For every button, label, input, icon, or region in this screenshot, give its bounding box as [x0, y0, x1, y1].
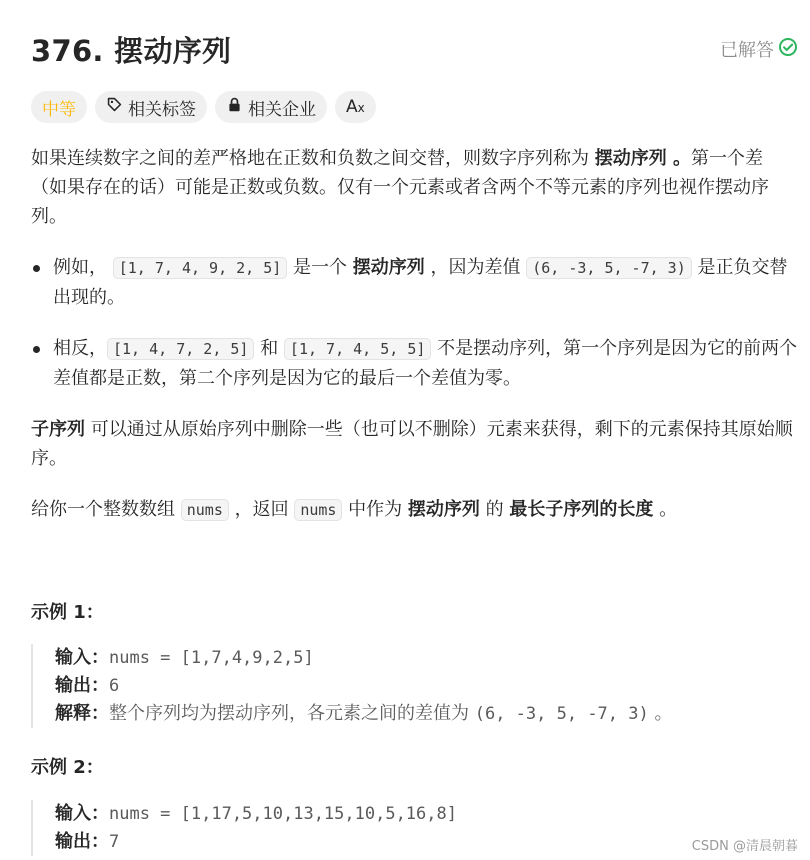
- watermark: CSDN @清晨朝暮: [691, 839, 798, 854]
- condition-list: [31, 253, 798, 393]
- difficulty-badge: 中等: [31, 91, 87, 123]
- title-row: [31, 28, 798, 70]
- tag-icon: [106, 96, 123, 118]
- check-circle-icon: [778, 37, 798, 62]
- lock-icon: [226, 96, 243, 118]
- example-1-block: 输入：nums = [1,7,4,9,2,5] 输出：6 解释：整个序列均为摆动序列，各元素之间的差值为 (6, -3, 5, -7, 3) 。: [31, 644, 798, 728]
- description-paragraph-1: 如果连续数字之间的差严格地在正数和负数之间交替，则数字序列称为 摆动序列 。第一个差（如果存在的话）可能是正数或负数。仅有一个元素或者含两个不等元素的序列也视作摆动序列。: [31, 148, 769, 227]
- tag-bar: [31, 91, 376, 123]
- description-paragraph-3: 给你一个整数数组 nums ，返回 nums 中作为 摆动序列 的 最长子序列的长度 。: [31, 499, 678, 520]
- translate-icon: Ax: [346, 97, 365, 117]
- example-1-title: 示例 1：: [31, 602, 104, 623]
- related-tags-label: 相关标签: [128, 99, 196, 120]
- problem-description: [31, 144, 798, 547]
- solved-label: 已解答: [720, 40, 774, 61]
- related-companies-label: 相关企业: [248, 99, 316, 120]
- problem-title[interactable]: 376. 摆动序列: [31, 33, 232, 68]
- list-item: 相反， [1, 4, 7, 2, 5] 和 [1, 7, 4, 5, 5] 不是摆动序列，第一个序列是因为它的前两个差值都是正数，第二个序列是因为它的最后一个差值为零。: [31, 334, 798, 393]
- related-tags-button[interactable]: [95, 91, 207, 123]
- translate-button[interactable]: [335, 91, 376, 123]
- description-paragraph-2: 子序列 可以通过从原始序列中删除一些（也可以不删除）元素来获得，剩下的元素保持其原始顺序。: [31, 419, 793, 469]
- solved-status: [720, 36, 798, 62]
- example-2-title: 示例 2：: [31, 757, 104, 778]
- example-2-block: 输入：nums = [1,17,5,10,13,15,10,5,16,8] 输出：7: [31, 800, 798, 856]
- related-companies-button[interactable]: [215, 91, 327, 123]
- list-item: 例如， [1, 7, 4, 9, 2, 5] 是一个 摆动序列 ，因为差值 (6, -3, 5, -7, 3) 是正负交替出现的。: [31, 253, 798, 312]
